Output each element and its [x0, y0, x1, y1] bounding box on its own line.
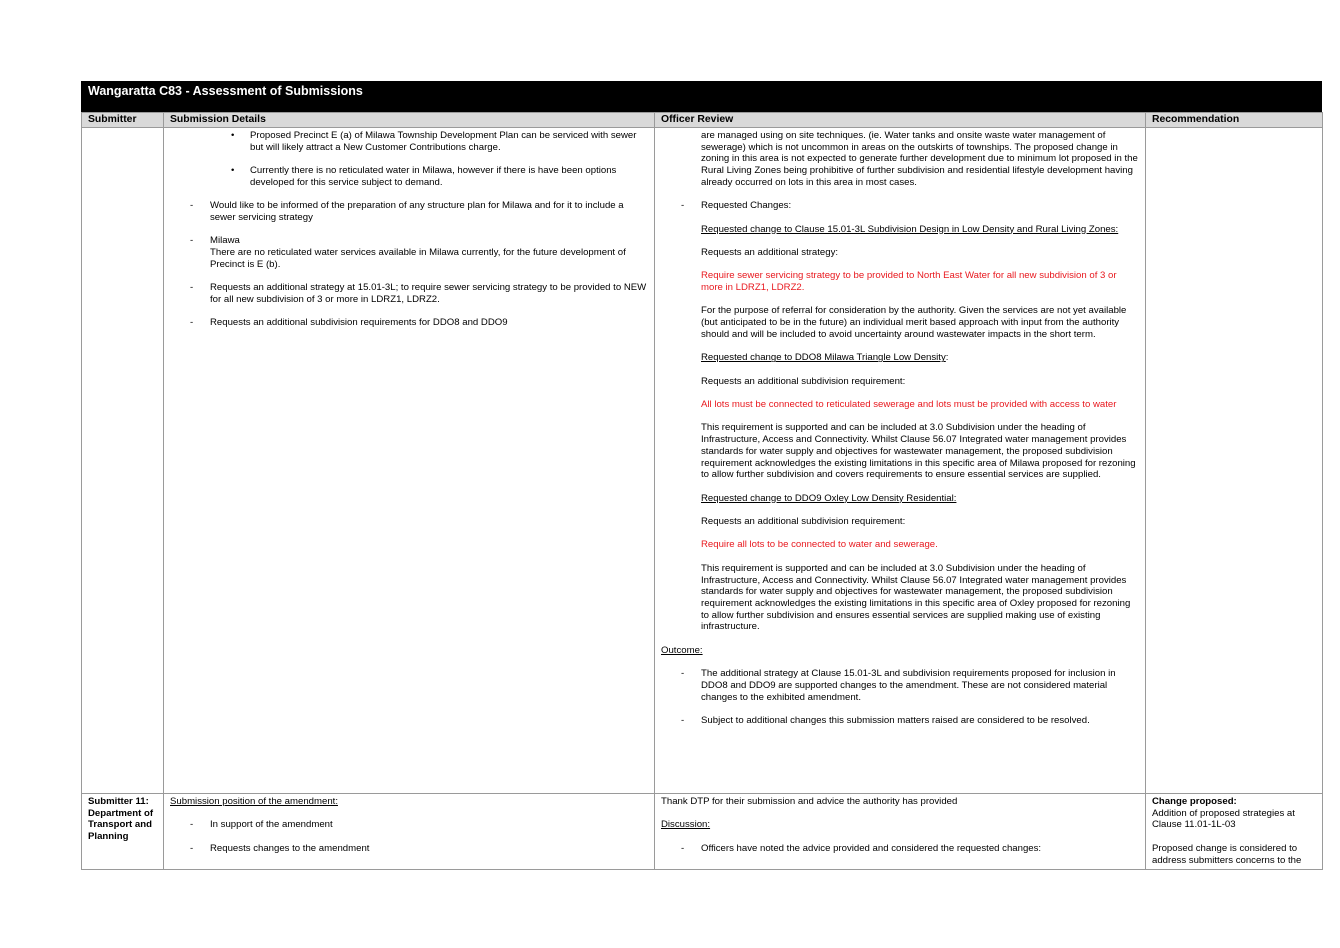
list-item: - Requests an additional strategy at 15.01-3L; to require sewer servicing strategy to be provided to NEW for all new subdivision of 3 or more in LDRZ1, LDRZ2. — [190, 282, 647, 305]
requested-requirement-text: All lots must be connected to reticulated sewerage and lots must be provided with access to water — [701, 399, 1117, 411]
review-paragraph: This requirement is supported and can be included at 3.0 Subdivision under the heading of Infrastructure, Access and Connectivity. Whilst Clause 56.07 Integrated water management provides standards for water supply and objectives for wastewater management, the proposed subdivision requirement acknowledges the existing limitations in this specific area of Oxley proposed for rezoning to allow further subdivision and ensures essential services are supplied making use of existing infrastructure. — [701, 562, 1131, 633]
list-item: • Currently there is no reticulated water in Milawa, however if there is have been options developed for this service subject to demand. — [231, 165, 617, 188]
requested-requirement-text: Require all lots to be connected to water and sewerage. — [701, 539, 938, 551]
list-item: - Requests an additional subdivision requirements for DDO8 and DDO9 — [190, 317, 508, 329]
review-paragraph: For the purpose of referral for consideration by the authority. Given the services are not yet available (but anticipated to be in the future) an individual merit based approach with input from the authority should and will be included to avoid uncertainty around wastewater impacts in the short term. — [701, 305, 1127, 340]
outcome-heading: Outcome: — [661, 644, 703, 656]
list-item: - Milawa There are no reticulated water services available in Milawa currently, for the future development of Precinct is E (b). — [190, 235, 626, 270]
header-officer-review: Officer Review — [655, 113, 1146, 128]
discussion-heading: Discussion: — [661, 819, 711, 831]
header-submission-details: Submission Details — [164, 113, 655, 128]
submission-position-heading: Submission position of the amendment: — [170, 796, 338, 807]
recommendation-cell — [1146, 794, 1323, 870]
list-item: - Officers have noted the advice provided and considered the requested changes: — [681, 842, 1042, 854]
review-paragraph: Thank DTP for their submission and advice the authority has provided — [661, 796, 958, 807]
list-item: - In support of the amendment — [190, 819, 333, 831]
ddo8-heading: Requested change to DDO8 Milawa Triangle Low Density: — [701, 352, 949, 364]
list-item: - The additional strategy at Clause 15.01-3L and subdivision requirements proposed for inclusion in DDO8 and DDO9 are supported changes to the amendment. These are not considered material changes to the exhibited amendment. — [681, 668, 1116, 703]
submission-details-cell — [164, 794, 655, 870]
change-proposed-heading: Change proposed: — [1152, 796, 1237, 807]
header-submitter: Submitter — [82, 113, 164, 128]
list-item: - Subject to additional changes this submission matters raised are considered to be resolved. — [681, 714, 1090, 726]
submissions-table — [81, 112, 1323, 870]
table-row — [82, 794, 1323, 870]
clause-heading: Requested change to Clause 15.01-3L Subdivision Design in Low Density and Rural Living Zones: — [701, 223, 1119, 235]
officer-review-cell — [655, 794, 1146, 870]
review-paragraph: Requests an additional subdivision requirement: — [701, 375, 906, 387]
header-recommendation: Recommendation — [1146, 113, 1323, 128]
ddo9-heading: Requested change to DDO9 Oxley Low Density Residential: — [701, 492, 957, 504]
review-paragraph: are managed using on site techniques. (ie. Water tanks and onsite waste water management of sewerage) which is not uncommon in areas on the outskirts of townships. The proposed change in zoning in this area is not expected to generate further development due to minimum lot proposed in the Rural Living Zones being prohibitive of further subdivision and residential lifestyle development having already occurred on lots in this area in most cases. — [701, 130, 1138, 188]
list-item: - Would like to be informed of the preparation of any structure plan for Milawa and for it to include a sewer servicing strategy — [190, 200, 624, 223]
table-row — [82, 128, 1323, 794]
review-paragraph: Requests an additional strategy: — [701, 246, 839, 258]
recommendation-paragraph: Addition of proposed strategies at Clause 11.01-1L-03 — [1152, 807, 1295, 831]
bullet-marker: • — [231, 165, 235, 177]
officer-review-cell — [655, 128, 1146, 794]
bullet-marker: • — [231, 130, 235, 141]
recommendation-paragraph: Proposed change is considered to address submitters concerns to the — [1152, 842, 1302, 866]
review-paragraph: This requirement is supported and can be included at 3.0 Subdivision under the heading of Infrastructure, Access and Connectivity. Whilst Clause 56.07 Integrated water management provides standards for water supply and objectives for wastewater management, the proposed subdivision requirement acknowledges the existing limitations in this specific area of Milawa proposed for rezoning to allow further subdivision and covers requirements to ensure essential services are supplied. — [701, 422, 1136, 481]
submitter-cell — [82, 128, 164, 794]
list-item: • Proposed Precinct E (a) of Milawa Township Development Plan can be serviced with sewer but will likely attract a New Customer Contributions charge. — [231, 130, 637, 153]
assessment-sheet — [81, 81, 1322, 870]
list-item: - Requested Changes: — [681, 200, 792, 212]
list-item: - Requests changes to the amendment — [190, 842, 370, 854]
submission-details-cell — [164, 128, 655, 794]
table-header-row — [82, 113, 1323, 128]
submitter-cell: Submitter 11: Department of Transport and Planning — [82, 794, 164, 870]
review-paragraph: Requests an additional subdivision requirement: — [701, 516, 906, 528]
document-title: Wangaratta C83 - Assessment of Submissions — [81, 81, 1322, 112]
requested-strategy-text: Require sewer servicing strategy to be provided to North East Water for all new subdivision of 3 or more in LDRZ1, LDRZ2. — [701, 270, 1117, 294]
recommendation-cell — [1146, 128, 1323, 794]
